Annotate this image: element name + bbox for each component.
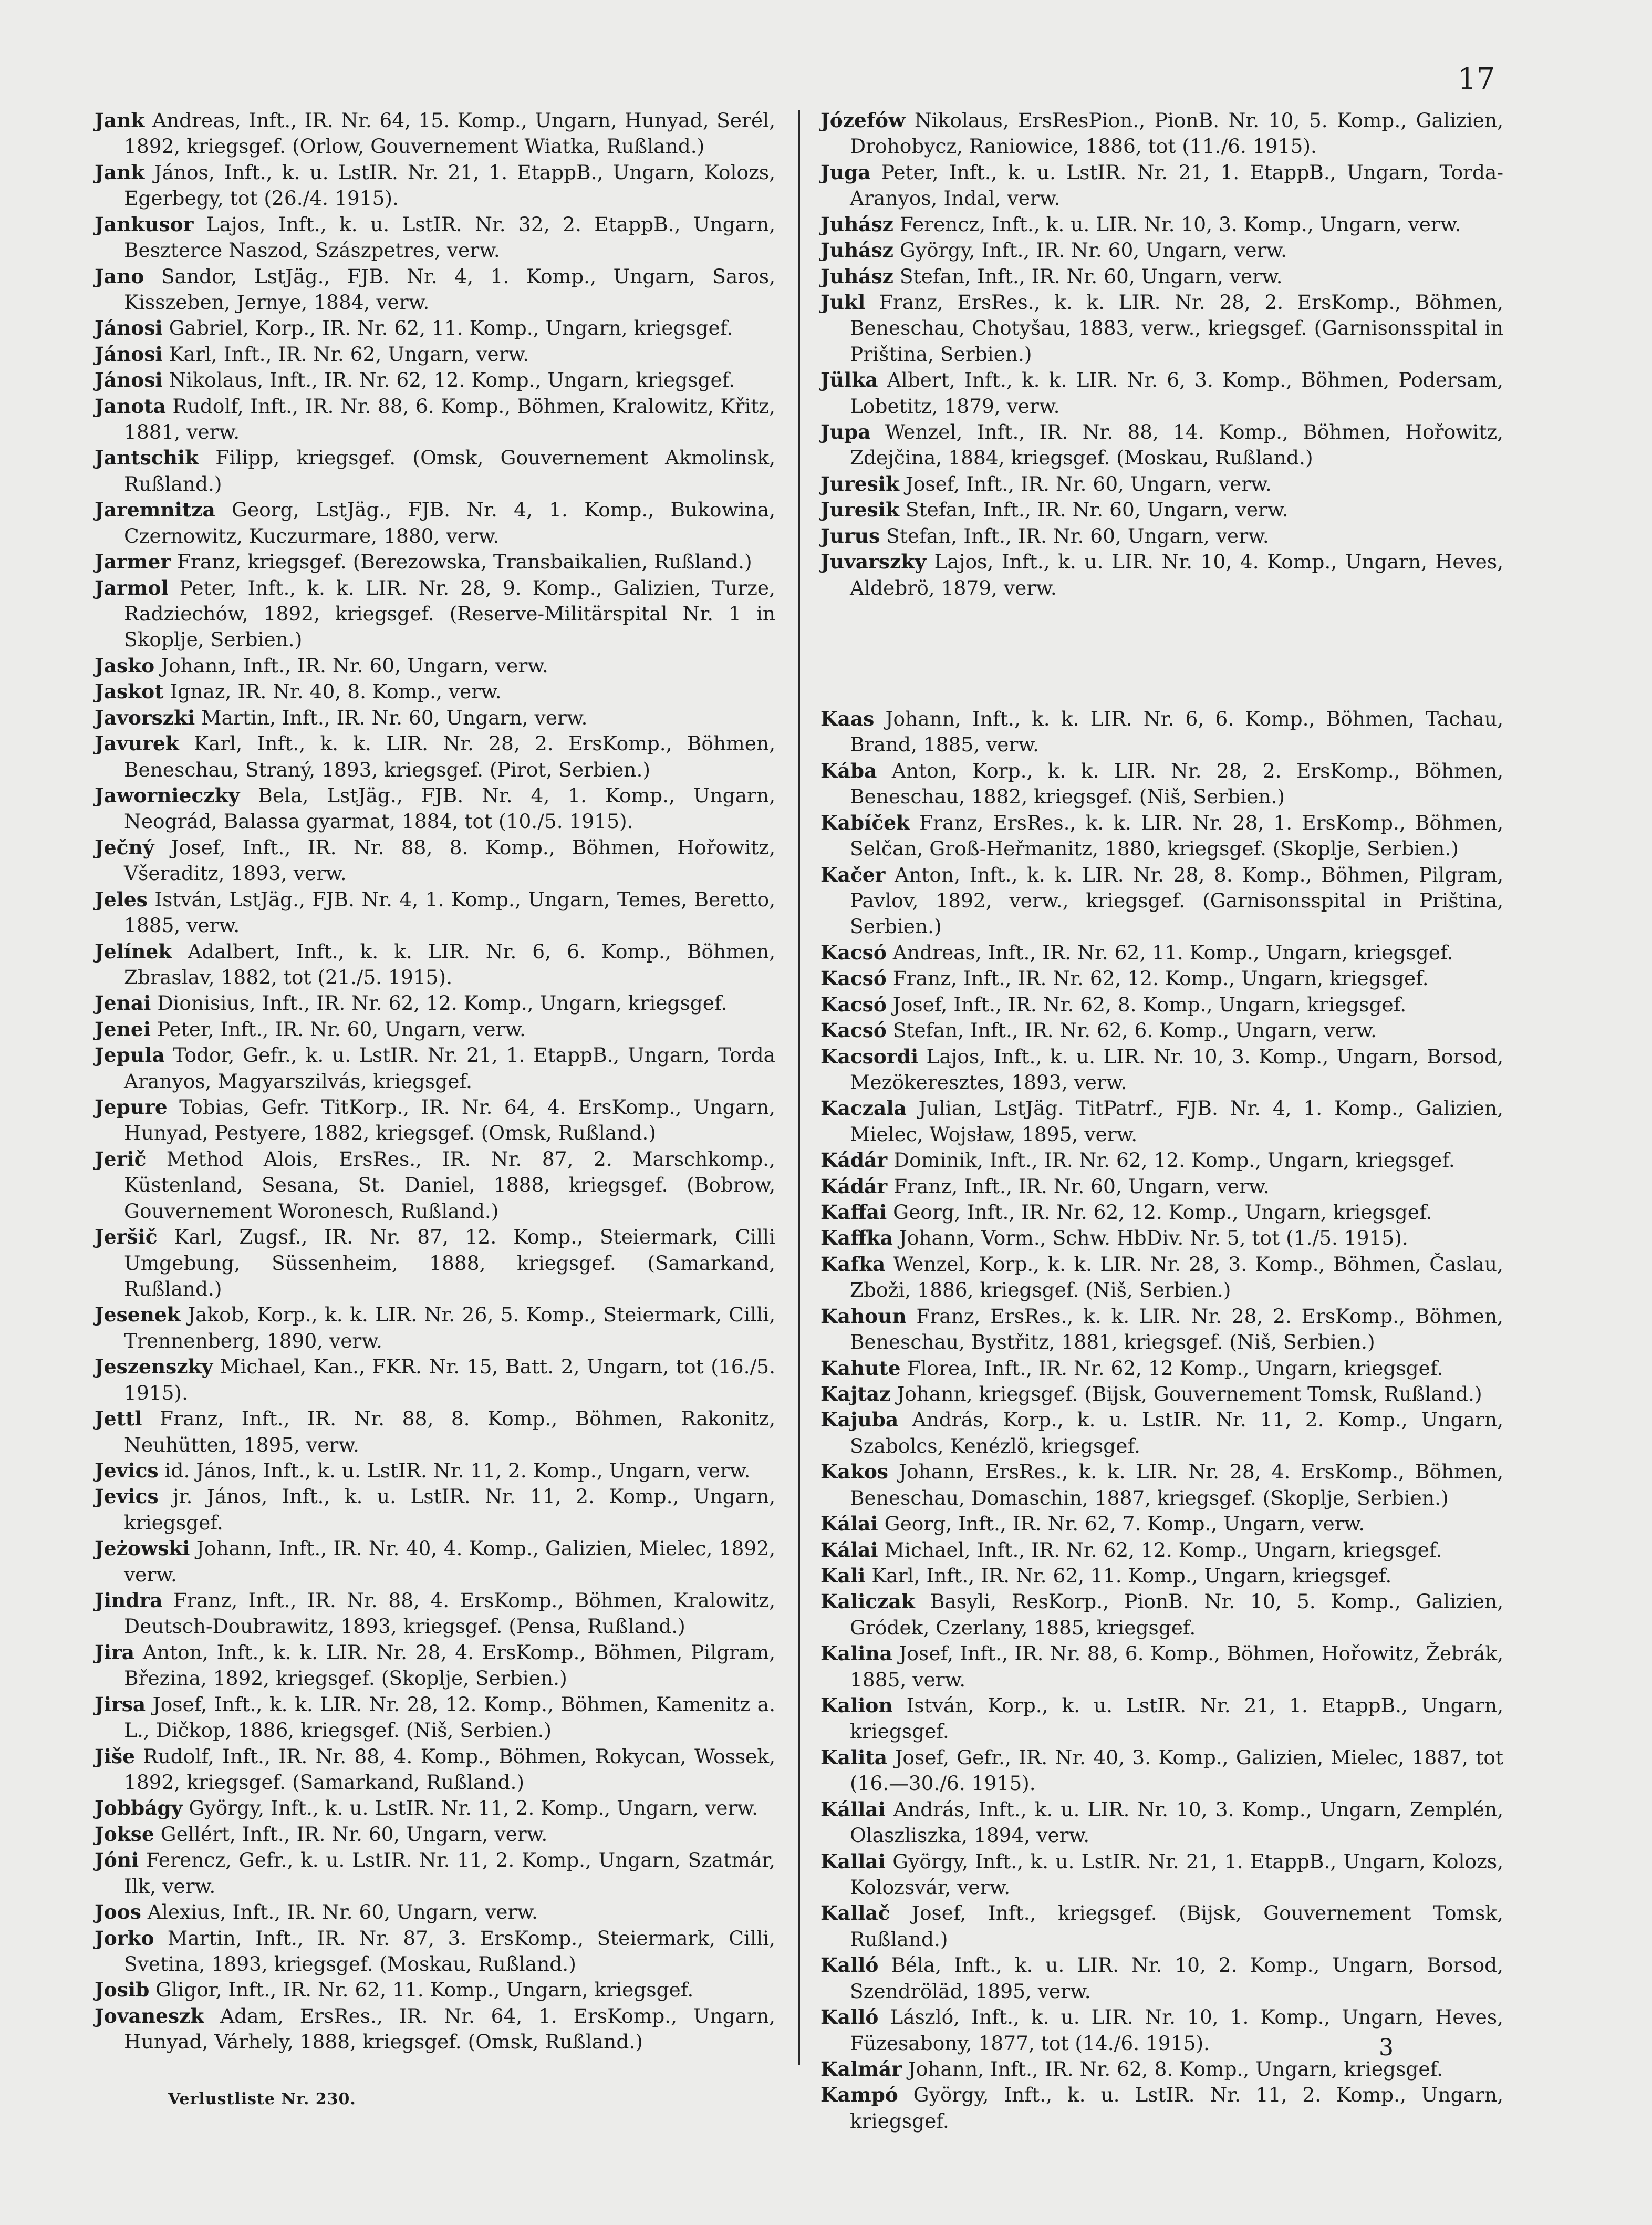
entry-surname: Kába — [820, 759, 877, 782]
entry-surname: Kacsó — [820, 967, 887, 990]
section-gap — [820, 601, 1503, 706]
footer-signature-number: 3 — [1379, 2034, 1394, 2061]
entry-surname: Jesenek — [95, 1303, 181, 1327]
list-entry — [820, 1018, 1503, 1043]
entry-details: Ferencz, Inft., k. u. LIR. Nr. 10, 3. Komp., Ungarn, verw. — [893, 212, 1461, 236]
list-entry — [95, 394, 775, 446]
list-entry — [820, 1641, 1503, 1693]
list-entry — [95, 1692, 775, 1744]
entry-surname: Józefów — [820, 109, 906, 132]
entry-details: Albert, Inft., k. k. LIR. Nr. 6, 3. Komp., Böhmen, Podersam, Lobetitz, 1879, verw. — [850, 368, 1503, 418]
entry-details: Josef, Gefr., IR. Nr. 40, 3. Komp., Galizien, Mielec, 1887, tot (16.—30./6. 1915). — [850, 1745, 1503, 1795]
entry-details: Nikolaus, ErsResPion., PionB. Nr. 10, 5. Komp., Galizien, Drohobycz, Raniowice, 1886, tot (11./6. 1915). — [850, 109, 1503, 158]
entry-details: Wenzel, Korp., k. k. LIR. Nr. 28, 3. Komp., Böhmen, Časlau, Zboži, 1886, kriegsgef. (Niš, Serbien.) — [850, 1252, 1503, 1302]
right-column — [820, 108, 1503, 2134]
entry-details: Georg, LstJäg., FJB. Nr. 4, 1. Komp., Bukowina, Czernowitz, Kuczurmare, 1880, verw. — [124, 498, 775, 547]
entry-surname: Jira — [95, 1640, 135, 1664]
entry-details: Ignaz, IR. Nr. 40, 8. Komp., verw. — [163, 680, 502, 703]
entry-details: Sandor, LstJäg., FJB. Nr. 4, 1. Komp., Ungarn, Saros, Kisszeben, Jernye, 1884, verw. — [124, 264, 775, 314]
entry-surname: Kalion — [820, 1694, 893, 1717]
entry-surname: Kačer — [820, 863, 886, 886]
list-entry — [95, 1744, 775, 1796]
list-entry — [95, 1899, 775, 1925]
entry-details: János, Inft., k. u. LstIR. Nr. 21, 1. EtappB., Ungarn, Kolozs, Egerbegy, tot (26./4. 1915). — [124, 160, 775, 210]
entry-surname: Ječný — [95, 835, 154, 859]
entry-surname: Jánosi — [95, 316, 163, 340]
list-entry — [95, 1640, 775, 1692]
list-entry — [820, 862, 1503, 940]
entry-details: Gabriel, Korp., IR. Nr. 62, 11. Komp., Ungarn, kriegsgef. — [162, 316, 733, 340]
list-entry — [820, 1797, 1503, 1849]
entry-surname: Jokse — [95, 1822, 154, 1846]
entry-surname: Jánosi — [95, 342, 163, 366]
entry-surname: Kalló — [820, 2005, 879, 2029]
column-divider — [798, 110, 800, 2065]
entry-surname: Jantschik — [95, 446, 199, 470]
entry-details: Josef, Inft., IR. Nr. 88, 6. Komp., Böhmen, Hořowitz, Žebrák, 1885, verw. — [850, 1642, 1503, 1691]
list-entry — [95, 783, 775, 835]
entry-details: Franz, ErsRes., k. k. LIR. Nr. 28, 1. ErsKomp., Böhmen, Selčan, Groß-Heřmanitz, 1880, kriegsgef. (Skoplje, Serbien.) — [850, 811, 1503, 861]
entry-surname: Jank — [95, 109, 145, 132]
list-entry — [820, 1745, 1503, 1797]
entry-surname: Jenai — [95, 991, 151, 1015]
entry-surname: Jülka — [820, 368, 878, 392]
entry-details: Dionisius, Inft., IR. Nr. 62, 12. Komp., Ungarn, kriegsgef. — [151, 991, 728, 1015]
list-entry — [95, 1224, 775, 1302]
entry-surname: Jaremnitza — [95, 498, 215, 522]
entry-details: Stefan, Inft., IR. Nr. 62, 6. Komp., Ungarn, verw. — [886, 1019, 1377, 1042]
list-entry — [95, 315, 775, 341]
entry-details: György, Inft., k. u. LstIR. Nr. 11, 2. Komp., Ungarn, kriegsgef. — [850, 2083, 1503, 2133]
entry-surname: Juresik — [820, 498, 899, 522]
entry-details: Franz, Inft., IR. Nr. 62, 12. Komp., Ungarn, kriegsgef. — [886, 967, 1429, 990]
entry-surname: Kaliczak — [820, 1590, 915, 1613]
entry-surname: Kálai — [820, 1512, 878, 1536]
entry-surname: Jeršič — [95, 1225, 158, 1249]
entry-details: Johann, Inft., IR. Nr. 62, 8. Komp., Ungarn, kriegsgef. — [901, 2057, 1443, 2081]
list-entry — [820, 1095, 1503, 1147]
list-entry — [820, 1511, 1503, 1537]
entry-surname: Javorszki — [95, 706, 195, 729]
entry-details: Basyli, ResKorp., PionB. Nr. 10, 5. Komp., Galizien, Gródek, Czerlany, 1885, kriegsgef. — [850, 1590, 1503, 1639]
entry-details: Dominik, Inft., IR. Nr. 62, 12. Komp., Ungarn, kriegsgef. — [887, 1148, 1455, 1172]
page-number: 17 — [1458, 62, 1495, 96]
list-entry — [95, 2003, 775, 2055]
entry-surname: Jóni — [95, 1848, 139, 1872]
entry-surname: Kafka — [820, 1252, 886, 1276]
list-entry — [820, 1199, 1503, 1225]
entry-details: Andreas, Inft., IR. Nr. 64, 15. Komp., Ungarn, Hunyad, Serél, 1892, kriegsgef. (Orlow, Gouvernement Wiatka, Rußland.) — [124, 109, 775, 158]
list-entry — [820, 1044, 1503, 1096]
list-entry — [95, 1795, 775, 1821]
entry-surname: Kacsó — [820, 992, 887, 1016]
entry-surname: Kalina — [820, 1642, 892, 1665]
list-entry — [820, 1251, 1503, 1303]
list-entry — [820, 1355, 1503, 1381]
list-entry — [95, 212, 775, 264]
entry-details: Florea, Inft., IR. Nr. 62, 12 Komp., Ungarn, kriegsgef. — [900, 1356, 1443, 1380]
list-entry — [820, 1174, 1503, 1199]
entry-surname: Jorko — [95, 1926, 154, 1950]
entry-surname: Jankusor — [95, 212, 194, 236]
list-entry — [820, 549, 1503, 601]
entry-details: Karl, Inft., IR. Nr. 62, Ungarn, verw. — [162, 342, 529, 366]
entry-details: István, LstJäg., FJB. Nr. 4, 1. Komp., Ungarn, Temes, Beretto, 1885, verw. — [124, 887, 775, 937]
list-entry — [820, 497, 1503, 523]
entry-details: Johann, Inft., IR. Nr. 60, Ungarn, verw. — [154, 654, 548, 677]
left-column — [95, 108, 775, 2055]
entry-surname: Kalita — [820, 1745, 888, 1769]
entry-details: id. János, Inft., k. u. LstIR. Nr. 11, 2. Komp., Ungarn, verw. — [158, 1458, 751, 1482]
entry-details: György, Inft., k. u. LstIR. Nr. 11, 2. Komp., Ungarn, verw. — [182, 1796, 758, 1820]
list-entry — [95, 160, 775, 212]
list-entry — [95, 731, 775, 783]
entry-surname: Kádár — [820, 1174, 888, 1198]
entry-details: Josef, Inft., IR. Nr. 88, 8. Komp., Böhmen, Hořowitz, Všeraditz, 1893, verw. — [124, 835, 775, 885]
list-entry — [820, 108, 1503, 160]
entry-details: Karl, Inft., IR. Nr. 62, 11. Komp., Ungarn, kriegsgef. — [865, 1564, 1392, 1587]
list-entry — [95, 1977, 775, 2003]
list-entry — [95, 1042, 775, 1094]
entry-surname: Jevics — [95, 1485, 159, 1508]
list-entry — [95, 1926, 775, 1978]
list-entry — [95, 264, 775, 316]
list-entry — [820, 1303, 1503, 1355]
entry-details: Peter, Inft., IR. Nr. 60, Ungarn, verw. — [150, 1017, 526, 1041]
list-entry — [820, 2004, 1503, 2056]
entry-details: András, Inft., k. u. LIR. Nr. 10, 3. Komp., Ungarn, Zemplén, Olaszliszka, 1894, verw. — [850, 1797, 1503, 1847]
entry-surname: Jano — [95, 264, 144, 288]
entry-surname: Jasko — [95, 654, 155, 677]
entry-surname: Kalmár — [820, 2057, 902, 2081]
entry-surname: Juresik — [820, 472, 899, 495]
list-entry — [95, 1146, 775, 1224]
entry-details: Andreas, Inft., IR. Nr. 62, 11. Komp., Ungarn, kriegsgef. — [886, 940, 1453, 964]
list-entry — [95, 1536, 775, 1588]
entry-surname: Jenei — [95, 1017, 151, 1041]
entry-surname: Jeszenszky — [95, 1355, 213, 1379]
entry-details: Alexius, Inft., IR. Nr. 60, Ungarn, verw. — [141, 1900, 538, 1924]
list-entry — [820, 1225, 1503, 1251]
entry-surname: Jurus — [820, 524, 880, 547]
entry-surname: Kahute — [820, 1356, 901, 1380]
entry-surname: Kacsordi — [820, 1044, 919, 1068]
entry-surname: Kaffka — [820, 1226, 893, 1250]
list-entry — [820, 1952, 1503, 2004]
entry-details: Georg, Inft., IR. Nr. 62, 7. Komp., Ungarn, verw. — [878, 1512, 1365, 1536]
list-entry — [820, 1589, 1503, 1641]
entry-surname: Kajtaz — [820, 1382, 891, 1405]
j-entries — [820, 108, 1503, 601]
entry-details: Josef, Inft., IR. Nr. 60, Ungarn, verw. — [899, 472, 1272, 495]
entry-details: Tobias, Gefr. TitKorp., IR. Nr. 64, 4. ErsKomp., Ungarn, Hunyad, Pestyere, 1882, kriegsgef. (Omsk, Rußland.) — [124, 1095, 775, 1145]
list-entry — [820, 2082, 1503, 2134]
entry-details: Rudolf, Inft., IR. Nr. 88, 6. Komp., Böhmen, Kralowitz, Křitz, 1881, verw. — [124, 394, 775, 444]
entry-surname: Jindra — [95, 1589, 163, 1612]
entry-details: Peter, Inft., k. u. LstIR. Nr. 21, 1. EtappB., Ungarn, Torda-Aranyos, Indal, verw. — [850, 160, 1503, 210]
entry-surname: Joos — [95, 1900, 141, 1924]
entry-details: Filipp, kriegsgef. (Omsk, Gouvernement Akmolinsk, Rußland.) — [124, 446, 775, 495]
list-entry — [95, 108, 775, 160]
entry-surname: Jeles — [95, 887, 148, 911]
list-entry — [820, 1563, 1503, 1589]
list-entry — [95, 1094, 775, 1146]
entry-surname: Juhász — [820, 239, 893, 262]
list-entry — [820, 1407, 1503, 1459]
list-entry — [820, 264, 1503, 289]
entry-details: Stefan, Inft., IR. Nr. 60, Ungarn, verw. — [880, 524, 1269, 547]
list-entry — [820, 810, 1503, 862]
entry-details: Franz, Inft., IR. Nr. 88, 8. Komp., Böhmen, Rakonitz, Neuhütten, 1895, verw. — [124, 1407, 775, 1456]
entry-surname: Jupa — [820, 420, 871, 444]
list-entry — [820, 992, 1503, 1018]
entry-details: Johann, Vorm., Schw. HbDiv. Nr. 5, tot (1./5. 1915). — [892, 1226, 1408, 1250]
list-entry — [95, 549, 775, 575]
entry-details: Josef, Inft., IR. Nr. 62, 8. Komp., Ungarn, kriegsgef. — [886, 992, 1407, 1016]
entry-details: András, Korp., k. u. LstIR. Nr. 11, 2. Komp., Ungarn, Szabolcs, Kenézlö, kriegsgef. — [850, 1408, 1503, 1457]
entry-details: Franz, Inft., IR. Nr. 88, 4. ErsKomp., Böhmen, Kralowitz, Deutsch-Doubrawitz, 1893, kriegsgef. (Pensa, Rußland.) — [124, 1589, 775, 1638]
entry-surname: Jeżowski — [95, 1537, 190, 1560]
entry-surname: Juvarszky — [820, 550, 927, 574]
entry-details: Nikolaus, Inft., IR. Nr. 62, 12. Komp., Ungarn, kriegsgef. — [162, 368, 735, 392]
list-entry — [95, 653, 775, 679]
entry-details: Michael, Inft., IR. Nr. 62, 12. Komp., Ungarn, kriegsgef. — [878, 1538, 1442, 1561]
list-entry — [820, 419, 1503, 471]
entry-surname: Josib — [95, 1978, 150, 2002]
entry-details: Todor, Gefr., k. u. LstIR. Nr. 21, 1. EtappB., Ungarn, Torda Aranyos, Magyarszilvás, kriegsgef. — [124, 1043, 775, 1093]
list-entry — [820, 212, 1503, 237]
list-entry — [820, 289, 1503, 367]
entry-details: Wenzel, Inft., IR. Nr. 88, 14. Komp., Böhmen, Hořowitz, Zdejčina, 1884, kriegsgef. (Moskau, Rußland.) — [850, 420, 1503, 470]
list-entry — [95, 835, 775, 887]
entry-surname: Jiše — [95, 1744, 135, 1768]
entry-details: Franz, ErsRes., k. k. LIR. Nr. 28, 2. ErsKomp., Böhmen, Beneschau, Bystřitz, 1881, kriegsgef. (Niš, Serbien.) — [850, 1304, 1503, 1354]
entry-surname: Kallai — [820, 1849, 886, 1873]
entry-details: István, Korp., k. u. LstIR. Nr. 21, 1. EtappB., Ungarn, kriegsgef. — [850, 1694, 1503, 1743]
list-entry — [820, 471, 1503, 497]
entry-details: Franz, kriegsgef. (Berezowska, Transbaikalien, Rußland.) — [171, 550, 752, 574]
list-entry — [95, 705, 775, 731]
list-entry — [820, 1693, 1503, 1745]
entry-surname: Kaczala — [820, 1096, 907, 1120]
list-entry — [95, 939, 775, 991]
entry-details: Josef, Inft., k. k. LIR. Nr. 28, 12. Komp., Böhmen, Kamenitz a. L., Dičkop, 1886, kriegsgef. (Niš, Serbien.) — [124, 1692, 775, 1742]
entry-surname: Jerič — [95, 1147, 147, 1171]
entry-surname: Jarmol — [95, 576, 169, 599]
entry-surname: Kakos — [820, 1460, 888, 1484]
list-entry — [95, 1354, 775, 1406]
list-entry — [95, 1406, 775, 1458]
entry-surname: Jawornieczky — [95, 783, 240, 807]
entry-details: Adalbert, Inft., k. k. LIR. Nr. 6, 6. Komp., Böhmen, Zbraslav, 1882, tot (21./5. 1915). — [124, 939, 775, 989]
list-entry — [95, 497, 775, 549]
list-entry — [820, 1381, 1503, 1407]
entry-surname: Kacsó — [820, 940, 887, 964]
entry-details: Anton, Inft., k. k. LIR. Nr. 28, 8. Komp., Böhmen, Pilgram, Pavlov, 1892, verw., kriegsgef. (Garnisonsspital in Priština, Serbien.) — [850, 863, 1503, 938]
entry-details: László, Inft., k. u. LIR. Nr. 10, 1. Komp., Ungarn, Heves, Füzesabony, 1877, tot (14./6. 1915). — [850, 2005, 1503, 2055]
list-entry — [95, 1847, 775, 1899]
entry-surname: Jettl — [95, 1407, 142, 1431]
entry-surname: Jobbágy — [95, 1796, 183, 1820]
entry-details: György, Inft., k. u. LstIR. Nr. 21, 1. EtappB., Ungarn, Kolozs, Kolozsvár, verw. — [850, 1849, 1503, 1899]
entry-details: Rudolf, Inft., IR. Nr. 88, 4. Komp., Böhmen, Rokycan, Wossek, 1892, kriegsgef. (Samarkand, Rußland.) — [124, 1744, 775, 1794]
entry-details: Georg, Inft., IR. Nr. 62, 12. Komp., Ungarn, kriegsgef. — [887, 1201, 1432, 1224]
entry-surname: Juhász — [820, 212, 893, 236]
entry-surname: Jank — [95, 160, 145, 184]
entry-details: György, Inft., IR. Nr. 60, Ungarn, verw. — [893, 239, 1287, 262]
list-entry — [820, 1900, 1503, 1952]
entry-surname: Kallač — [820, 1901, 890, 1925]
list-entry — [820, 1849, 1503, 1901]
entry-surname: Janota — [95, 394, 166, 418]
entry-details: Adam, ErsRes., IR. Nr. 64, 1. ErsKomp., Ungarn, Hunyad, Várhely, 1888, kriegsgef. (Omsk, Rußland.) — [124, 2004, 775, 2054]
entry-surname: Javurek — [95, 732, 179, 756]
list-entry — [820, 706, 1503, 758]
list-entry — [820, 758, 1503, 810]
list-entry — [95, 445, 775, 497]
list-entry — [95, 679, 775, 705]
entry-surname: Kahoun — [820, 1304, 907, 1328]
entry-surname: Kabíček — [820, 811, 910, 834]
list-entry — [95, 1822, 775, 1847]
entry-surname: Kacsó — [820, 1019, 887, 1042]
entry-surname: Jaskot — [95, 680, 164, 703]
list-entry — [820, 1459, 1503, 1511]
list-entry — [95, 1484, 775, 1536]
entry-surname: Kaffai — [820, 1201, 887, 1224]
list-entry — [820, 2056, 1503, 2082]
entry-surname: Kállai — [820, 1797, 886, 1821]
entry-details: Ferencz, Gefr., k. u. LstIR. Nr. 11, 2. Komp., Ungarn, Szatmár, Ilk, verw. — [124, 1848, 775, 1898]
entry-details: Michael, Kan., FKR. Nr. 15, Batt. 2, Ungarn, tot (16./5. 1915). — [124, 1355, 775, 1404]
entry-details: Lajos, Inft., k. u. LIR. Nr. 10, 4. Komp., Ungarn, Heves, Aldebrö, 1879, verw. — [850, 550, 1503, 599]
list-entry — [820, 160, 1503, 212]
entry-details: Franz, ErsRes., k. k. LIR. Nr. 28, 2. ErsKomp., Böhmen, Beneschau, Chotyšau, 1883, verw., kriegsgef. (Garnisonsspital in Priština, Serbien.) — [850, 290, 1503, 366]
entry-surname: Jánosi — [95, 368, 163, 392]
entry-details: Gligor, Inft., IR. Nr. 62, 11. Komp., Ungarn, kriegsgef. — [149, 1978, 694, 2002]
entry-details: Karl, Inft., k. k. LIR. Nr. 28, 2. ErsKomp., Böhmen, Beneschau, Straný, 1893, kriegsgef. (Pirot, Serbien.) — [124, 732, 775, 781]
entry-surname: Jepula — [95, 1043, 165, 1067]
list-entry — [95, 1588, 775, 1640]
list-entry — [820, 523, 1503, 549]
list-entry — [95, 990, 775, 1016]
list-entry — [95, 887, 775, 939]
list-entry — [820, 940, 1503, 966]
entry-surname: Jovaneszk — [95, 2004, 204, 2027]
list-entry — [820, 966, 1503, 991]
entry-surname: Jarmer — [95, 550, 171, 574]
entry-details: Martin, Inft., IR. Nr. 87, 3. ErsKomp., Steiermark, Cilli, Svetina, 1893, kriegsgef. (Moskau, Rußland.) — [124, 1926, 775, 1975]
entry-surname: Kali — [820, 1564, 866, 1587]
entry-details: Julian, LstJäg. TitPatrf., FJB. Nr. 4, 1. Komp., Galizien, Mielec, Wojsław, 1895, verw. — [850, 1096, 1503, 1146]
footer-issue-label: Verlustliste Nr. 230. — [168, 2090, 356, 2108]
list-entry — [820, 1147, 1503, 1173]
entry-details: Peter, Inft., k. k. LIR. Nr. 28, 9. Komp., Galizien, Turze, Radziechów, 1892, kriegsgef. (Reserve-Militärspital Nr. 1 in Skoplje, Serbien.) — [124, 576, 775, 651]
entry-surname: Jelínek — [95, 939, 172, 963]
entry-surname: Kaas — [820, 707, 875, 731]
entry-details: Anton, Inft., k. k. LIR. Nr. 28, 4. ErsKomp., Böhmen, Pilgram, Březina, 1892, kriegsgef. (Skoplje, Serbien.) — [124, 1640, 775, 1690]
entry-surname: Jevics — [95, 1458, 159, 1482]
list-entry — [95, 1458, 775, 1484]
entry-details: Franz, Inft., IR. Nr. 60, Ungarn, verw. — [887, 1174, 1270, 1198]
entry-details: Stefan, Inft., IR. Nr. 60, Ungarn, verw. — [899, 498, 1289, 522]
entry-details: Jakob, Korp., k. k. LIR. Nr. 26, 5. Komp., Steiermark, Cilli, Trennenberg, 1890, verw. — [124, 1303, 775, 1352]
entry-surname: Jepure — [95, 1095, 168, 1119]
entry-surname: Jukl — [820, 290, 866, 314]
entry-surname: Kampó — [820, 2083, 898, 2107]
list-entry — [95, 367, 775, 393]
list-entry — [95, 1302, 775, 1354]
entry-surname: Jirsa — [95, 1692, 146, 1716]
list-entry — [820, 367, 1503, 419]
entry-details: Stefan, Inft., IR. Nr. 60, Ungarn, verw. — [893, 264, 1283, 288]
entry-details: Johann, Inft., IR. Nr. 40, 4. Komp., Galizien, Mielec, 1892, verw. — [124, 1537, 775, 1586]
entry-details: Method Alois, ErsRes., IR. Nr. 87, 2. Marschkomp., Küstenland, Sesana, St. Daniel, 1888, kriegsgef. (Bobrow, Gouvernement Woronesch, Rußland.) — [124, 1147, 775, 1223]
entry-surname: Kajuba — [820, 1408, 899, 1432]
entry-surname: Kádár — [820, 1148, 888, 1172]
entry-surname: Juga — [820, 160, 871, 184]
list-entry — [95, 341, 775, 367]
entry-details: Karl, Zugsf., IR. Nr. 87, 12. Komp., Steiermark, Cilli Umgebung, Süssenheim, 1888, kriegsgef. (Samarkand, Rußland.) — [124, 1225, 775, 1300]
entry-details: jr. János, Inft., k. u. LstIR. Nr. 11, 2. Komp., Ungarn, kriegsgef. — [124, 1485, 775, 1534]
entry-details: Bela, LstJäg., FJB. Nr. 4, 1. Komp., Ungarn, Neográd, Balassa gyarmat, 1884, tot (10./5. 1915). — [124, 783, 775, 833]
entry-details: Johann, kriegsgef. (Bijsk, Gouvernement Tomsk, Rußland.) — [890, 1382, 1482, 1405]
list-entry — [820, 237, 1503, 263]
entry-details: Lajos, Inft., k. u. LIR. Nr. 10, 3. Komp., Ungarn, Borsod, Mezökeresztes, 1893, verw. — [850, 1044, 1503, 1094]
entry-surname: Juhász — [820, 264, 893, 288]
list-entry — [95, 575, 775, 653]
entry-details: Béla, Inft., k. u. LIR. Nr. 10, 2. Komp., Ungarn, Borsod, Szendröläd, 1895, verw. — [850, 1953, 1503, 2003]
entry-details: Johann, ErsRes., k. k. LIR. Nr. 28, 4. ErsKomp., Böhmen, Beneschau, Domaschin, 1887, kriegsgef. (Skoplje, Serbien.) — [850, 1460, 1503, 1509]
entry-details: Josef, Inft., kriegsgef. (Bijsk, Gouvernement Tomsk, Rußland.) — [850, 1901, 1503, 1951]
k-entries — [820, 706, 1503, 2134]
entry-surname: Kálai — [820, 1538, 878, 1561]
entry-details: Johann, Inft., k. k. LIR. Nr. 6, 6. Komp., Böhmen, Tachau, Brand, 1885, verw. — [850, 707, 1503, 757]
entry-details: Martin, Inft., IR. Nr. 60, Ungarn, verw. — [195, 706, 588, 729]
entry-details: Lajos, Inft., k. u. LstIR. Nr. 32, 2. EtappB., Ungarn, Beszterce Naszod, Szászpetres, verw. — [124, 212, 775, 262]
list-entry — [95, 1017, 775, 1042]
entry-details: Gellért, Inft., IR. Nr. 60, Ungarn, verw. — [154, 1822, 548, 1846]
entry-surname: Kalló — [820, 1953, 879, 1977]
list-entry — [820, 1537, 1503, 1563]
entry-details: Anton, Korp., k. k. LIR. Nr. 28, 2. ErsKomp., Böhmen, Beneschau, 1882, kriegsgef. (Niš, Serbien.) — [850, 759, 1503, 809]
